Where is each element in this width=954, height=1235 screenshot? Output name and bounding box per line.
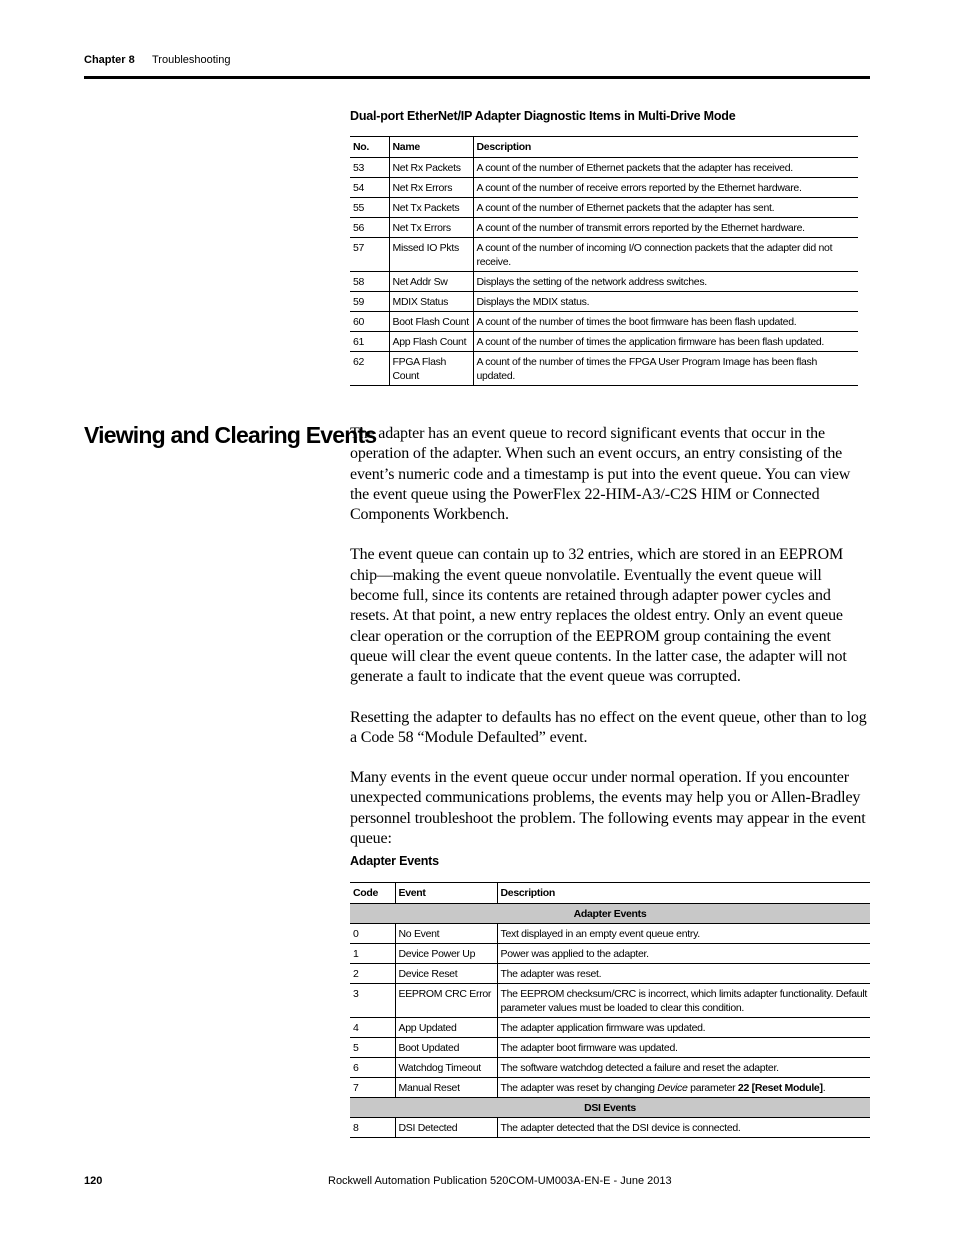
chapter-label: Chapter 8 xyxy=(84,54,135,66)
row-name: No Event xyxy=(395,924,497,944)
row-description: Displays the MDIX status. xyxy=(473,292,858,312)
row-name: FPGA Flash Count xyxy=(389,352,473,386)
row-description: Power was applied to the adapter. xyxy=(497,944,870,964)
desc-text: . xyxy=(822,1082,826,1094)
row-name: App Updated xyxy=(395,1018,497,1038)
body-paragraph: The event queue can contain up to 32 entries, which are stored in an EEPROM chip—making the event queue nonvolatile. Eventually the event queue will become full, since its contents are retained through adapter power cycles and resets. At that point, a new entry replaces the oldest entry. Only an event queue clear operation or the corruption of the EEPROM group containing the event queue will clear the event queue contents. In the latter case, the adapter will not generate a fault to indicate that the event queue was corrupted. xyxy=(350,546,847,686)
row-number: 4 xyxy=(350,1018,395,1038)
row-number: 53 xyxy=(350,158,389,178)
table-row xyxy=(350,924,870,944)
section-body xyxy=(350,424,872,869)
row-description: Text displayed in an empty event queue entry. xyxy=(497,924,870,944)
page-header xyxy=(84,52,870,79)
table-row xyxy=(350,312,858,332)
table-row xyxy=(350,1018,870,1038)
row-description: The software watchdog detected a failure and reset the adapter. xyxy=(497,1058,870,1078)
table-row xyxy=(350,1058,870,1078)
row-name: App Flash Count xyxy=(389,332,473,352)
row-name: Boot Updated xyxy=(395,1038,497,1058)
col-event: Event xyxy=(395,883,497,904)
table-row xyxy=(350,944,870,964)
row-number: 0 xyxy=(350,924,395,944)
row-description xyxy=(497,1078,870,1098)
row-number: 1 xyxy=(350,944,395,964)
desc-text: parameter xyxy=(687,1082,738,1094)
row-name: Net Tx Errors xyxy=(389,218,473,238)
row-description: A count of the number of transmit errors reported by the Ethernet hardware. xyxy=(473,218,858,238)
row-number: 57 xyxy=(350,238,389,272)
group-label: Adapter Events xyxy=(350,904,870,924)
row-description: A count of the number of Ethernet packets that the adapter has received. xyxy=(473,158,858,178)
row-description: A count of the number of Ethernet packets that the adapter has sent. xyxy=(473,198,858,218)
group-row xyxy=(350,1098,870,1118)
desc-bold: 22 [Reset Module] xyxy=(737,1082,823,1094)
row-description: A count of the number of times the FPGA User Program Image has been flash updated. xyxy=(473,352,858,386)
table-row xyxy=(350,1078,870,1098)
row-name: Net Addr Sw xyxy=(389,272,473,292)
row-description: Displays the setting of the network address switches. xyxy=(473,272,858,292)
col-description: Description xyxy=(473,137,858,158)
row-number: 2 xyxy=(350,964,395,984)
table-row xyxy=(350,158,858,178)
row-number: 61 xyxy=(350,332,389,352)
diag-table-header xyxy=(350,137,858,158)
events-table xyxy=(350,882,870,1138)
row-description: A count of the number of incoming I/O connection packets that the adapter did not receive. xyxy=(473,238,858,272)
row-name: EEPROM CRC Error xyxy=(395,984,497,1018)
row-description: A count of the number of receive errors reported by the Ethernet hardware. xyxy=(473,178,858,198)
row-description: The adapter detected that the DSI device is connected. xyxy=(497,1118,870,1138)
row-description: A count of the number of times the application firmware has been flash updated. xyxy=(473,332,858,352)
row-number: 7 xyxy=(350,1078,395,1098)
table-row xyxy=(350,1038,870,1058)
table-row xyxy=(350,1118,870,1138)
table-row xyxy=(350,352,858,386)
publication-info: Rockwell Automation Publication 520COM-UM003A-EN-E - June 2013 xyxy=(328,1175,672,1187)
desc-italic: Device xyxy=(657,1082,688,1094)
row-name: Net Rx Packets xyxy=(389,158,473,178)
desc-text: The adapter was reset by changing xyxy=(500,1082,658,1094)
diag-table-body xyxy=(350,158,858,386)
diag-table xyxy=(350,136,858,386)
row-name: Net Tx Packets xyxy=(389,198,473,218)
row-number: 60 xyxy=(350,312,389,332)
table-row xyxy=(350,272,858,292)
table-row xyxy=(350,984,870,1018)
section-heading: Viewing and Clearing Events xyxy=(84,422,377,448)
row-name: Boot Flash Count xyxy=(389,312,473,332)
row-description: The adapter application firmware was updated. xyxy=(497,1018,870,1038)
row-name: Manual Reset xyxy=(395,1078,497,1098)
row-name: Watchdog Timeout xyxy=(395,1058,497,1078)
section-label: Troubleshooting xyxy=(152,54,231,66)
row-description: A count of the number of times the boot firmware has been flash updated. xyxy=(473,312,858,332)
group-label: DSI Events xyxy=(350,1098,870,1118)
row-number: 54 xyxy=(350,178,389,198)
table-row xyxy=(350,238,858,272)
row-number: 3 xyxy=(350,984,395,1018)
row-number: 58 xyxy=(350,272,389,292)
table-row xyxy=(350,178,858,198)
row-number: 55 xyxy=(350,198,389,218)
diag-table-caption: Dual-port EtherNet/IP Adapter Diagnostic Items in Multi-Drive Mode xyxy=(350,109,736,123)
table-row xyxy=(350,292,858,312)
body-paragraph: The adapter has an event queue to record significant events that occur in the operation of the adapter. When such an event occurs, an entry consisting of the event’s numeric code and a timestamp is put into the event queue. You can view the event queue using the PowerFlex 22-HIM-A3/-C2S HIM or Connected Components Workbench. xyxy=(350,425,851,524)
row-name: MDIX Status xyxy=(389,292,473,312)
page-number: 120 xyxy=(84,1175,103,1187)
row-name: Net Rx Errors xyxy=(389,178,473,198)
table-row xyxy=(350,218,858,238)
events-table-header xyxy=(350,883,870,904)
row-number: 8 xyxy=(350,1118,395,1138)
row-description: The adapter boot firmware was updated. xyxy=(497,1038,870,1058)
row-name: Device Reset xyxy=(395,964,497,984)
row-number: 5 xyxy=(350,1038,395,1058)
row-name: Device Power Up xyxy=(395,944,497,964)
group-row xyxy=(350,904,870,924)
col-description: Description xyxy=(497,883,870,904)
table-row xyxy=(350,332,858,352)
row-number: 62 xyxy=(350,352,389,386)
col-code: Code xyxy=(350,883,395,904)
col-no: No. xyxy=(350,137,389,158)
row-description: The EEPROM checksum/CRC is incorrect, which limits adapter functionality. Default parameter values must be loaded to clear this condition. xyxy=(497,984,870,1018)
row-number: 6 xyxy=(350,1058,395,1078)
table-row xyxy=(350,198,858,218)
row-name: DSI Detected xyxy=(395,1118,497,1138)
events-table-caption: Adapter Events xyxy=(350,854,439,868)
table-row xyxy=(350,964,870,984)
row-name: Missed IO Pkts xyxy=(389,238,473,272)
body-paragraph: Resetting the adapter to defaults has no effect on the event queue, other than to log a Code 58 “Module Defaulted” event. xyxy=(350,708,867,746)
row-number: 56 xyxy=(350,218,389,238)
body-paragraph: Many events in the event queue occur under normal operation. If you encounter unexpected communications problems, the events may help you or Allen-Bradley personnel troubleshoot the problem. The following events may appear in the event queue: xyxy=(350,769,866,848)
events-table-body xyxy=(350,904,870,1138)
col-name: Name xyxy=(389,137,473,158)
row-description: The adapter was reset. xyxy=(497,964,870,984)
row-number: 59 xyxy=(350,292,389,312)
